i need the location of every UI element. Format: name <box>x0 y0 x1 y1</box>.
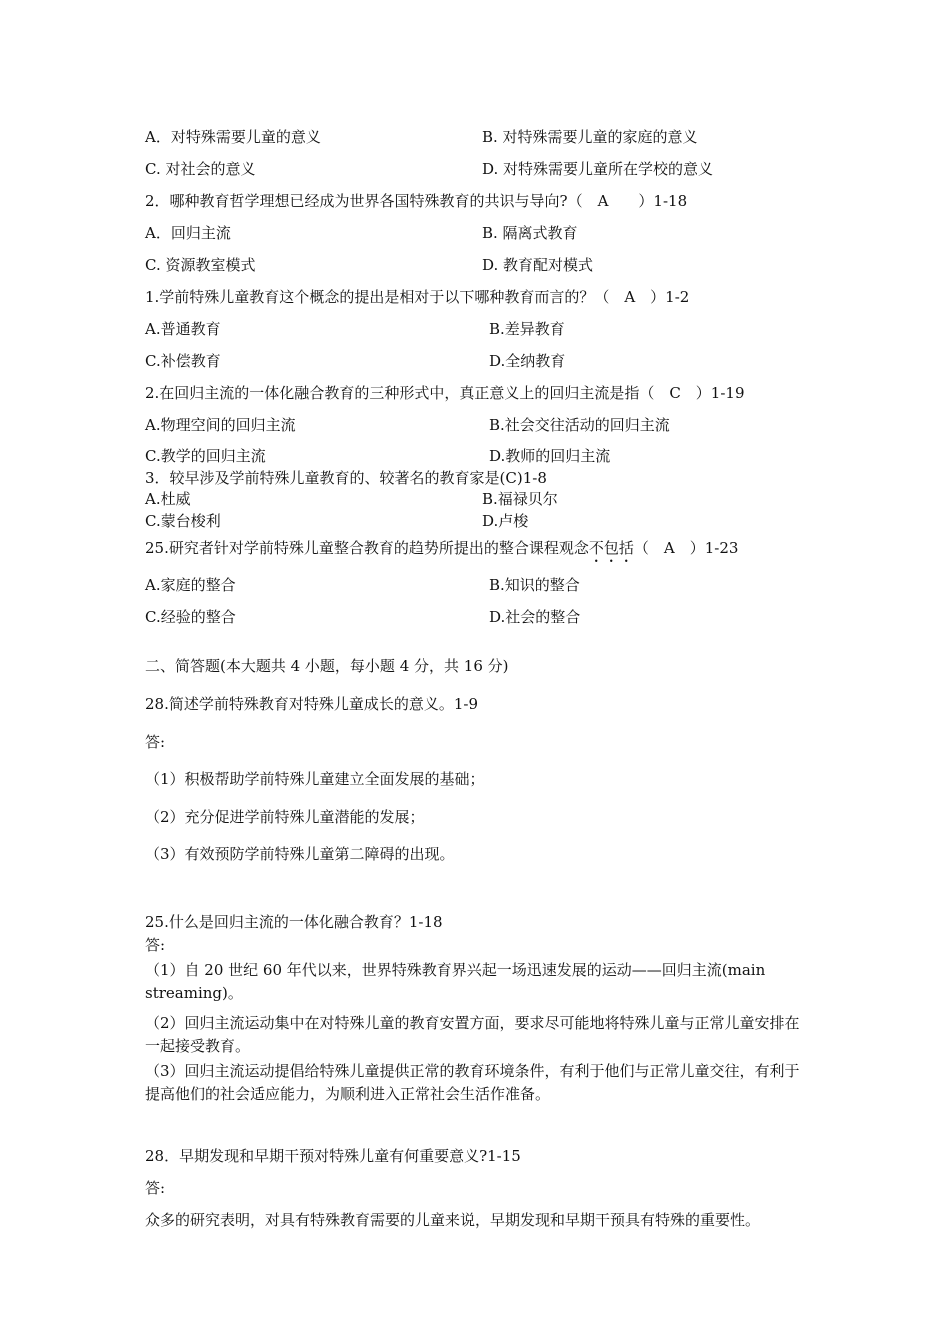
option-c: C. 对社会的意义 <box>145 160 256 178</box>
answer-label: 答: <box>145 733 166 751</box>
option-d: D. 教育配对模式 <box>482 256 594 274</box>
option-b: B.知识的整合 <box>489 576 580 594</box>
option-b: B. 隔离式教育 <box>482 224 578 242</box>
option-d: D.卢梭 <box>482 512 529 530</box>
question-stem: 2．哪种教育哲学理想已经成为世界各国特殊教育的共识与导向?（ A ）1-18 <box>145 192 688 210</box>
option-d: D.社会的整合 <box>489 608 581 626</box>
question-stem <box>145 539 738 566</box>
option-c: C.补偿教育 <box>145 352 221 370</box>
answer-label: 答: <box>145 1179 166 1197</box>
option-b: B. 对特殊需要儿童的家庭的意义 <box>482 128 698 146</box>
question-stem: 3．较早涉及学前特殊儿童教育的、较著名的教育家是(C)1-8 <box>145 469 547 487</box>
answer-point: （1）自 20 世纪 60 年代以来，世界特殊教育界兴起一场迅速发展的运动——回归主流(main streaming)。 <box>145 961 766 1002</box>
option-b: B.福禄贝尔 <box>482 490 558 508</box>
option-a: A.杜威 <box>145 490 191 508</box>
option-c: C. 资源教室模式 <box>145 256 256 274</box>
answer-label: 答: <box>145 936 166 954</box>
emphasized-text: 不包括 <box>588 539 634 557</box>
option-a: A．对特殊需要儿童的意义 <box>145 128 321 146</box>
question-stem: 28.简述学前特殊教育对特殊儿童成长的意义。1-9 <box>145 695 479 713</box>
option-a: A.普通教育 <box>145 320 221 338</box>
option-d: D. 对特殊需要儿童所在学校的意义 <box>482 160 714 178</box>
option-c: C.蒙台梭利 <box>145 512 221 530</box>
option-a: A.物理空间的回归主流 <box>145 416 296 434</box>
question-stem: 2.在回归主流的一体化融合教育的三种形式中，真正意义上的回归主流是指（ C ）1-19 <box>145 384 745 402</box>
answer-point: （1）积极帮助学前特殊儿童建立全面发展的基础； <box>145 770 485 788</box>
answer-point: （2）充分促进学前特殊儿童潜能的发展； <box>145 808 425 826</box>
section-heading: 二、简答题(本大题共 4 小题，每小题 4 分，共 16 分) <box>145 657 509 675</box>
option-b: B.差异教育 <box>489 320 565 338</box>
answer-point: （3）回归主流运动提倡给特殊儿童提供正常的教育环境条件，有利于他们与正常儿童交往，有利于提高他们的社会适应能力，为顺利进入正常社会生活作准备。 <box>145 1062 800 1103</box>
option-d: D.教师的回归主流 <box>489 447 611 465</box>
stem-text: 25.研究者针对学前特殊儿童整合教育的趋势所提出的整合课程观念 <box>145 539 589 557</box>
question-stem: 25.什么是回归主流的一体化融合教育？1-18 <box>145 913 443 931</box>
option-a: A．回归主流 <box>145 224 231 242</box>
option-b: B.社会交往活动的回归主流 <box>489 416 670 434</box>
answer-point: （2）回归主流运动集中在对特殊儿童的教育安置方面，要求尽可能地将特殊儿童与正常儿童安排在一起接受教育。 <box>145 1014 800 1055</box>
answer-point: （3）有效预防学前特殊儿童第二障碍的出现。 <box>145 845 455 863</box>
question-stem: 28．早期发现和早期干预对特殊儿童有何重要意义?1-15 <box>145 1147 521 1165</box>
answer-text: 众多的研究表明，对具有特殊教育需要的儿童来说，早期发现和早期干预具有特殊的重要性。 <box>145 1211 761 1229</box>
option-a: A.家庭的整合 <box>145 576 236 594</box>
option-c: C.经验的整合 <box>145 608 236 626</box>
option-d: D.全纳教育 <box>489 352 566 370</box>
option-c: C.教学的回归主流 <box>145 447 266 465</box>
question-stem: 1.学前特殊儿童教育这个概念的提出是相对于以下哪种教育而言的？（ A ）1-2 <box>145 288 690 306</box>
stem-answer: （ A ）1-23 <box>633 539 739 557</box>
